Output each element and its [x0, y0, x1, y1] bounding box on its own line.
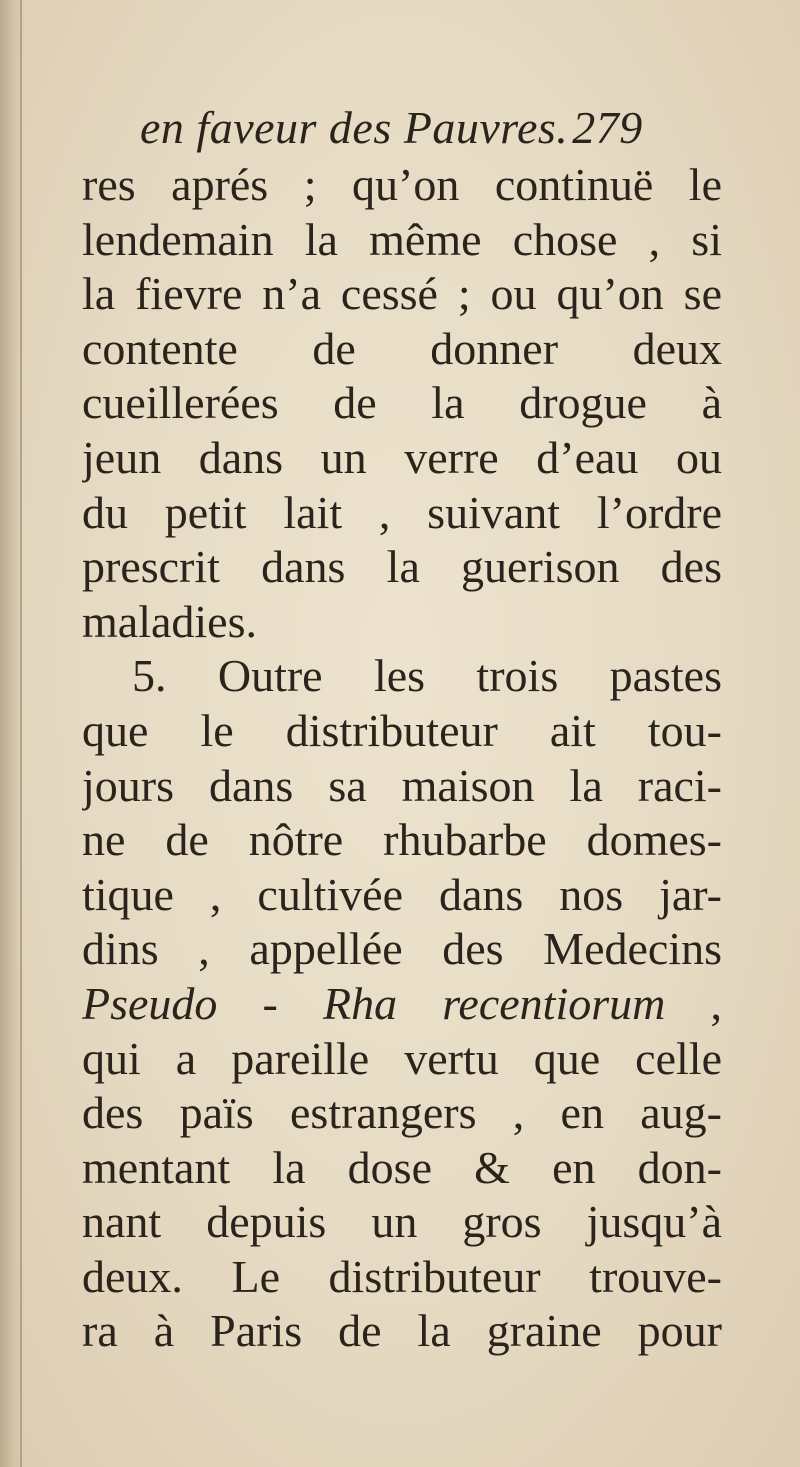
text-line-16-italic — [82, 977, 722, 1032]
text-line-18: des païs estrangers , en aug- — [82, 1087, 722, 1139]
body-text — [82, 158, 722, 1359]
text-line-14: tique , cultivée dans nos jar- — [82, 868, 722, 920]
text-line-8: prescrit dans la guerison des — [82, 541, 722, 593]
italic-term-2: recentiorum — [442, 977, 666, 1029]
text-line-20: nant depuis un gros jusqu’à — [82, 1196, 722, 1248]
text-line-22: ra à Paris de la graine pour — [82, 1305, 722, 1357]
running-head-title: en faveur des Pauvres. — [140, 102, 569, 153]
italic-term-1: Pseudo - Rha — [82, 977, 398, 1029]
text-line-5: cueillerées de la drogue à — [82, 377, 722, 429]
show-through-ink — [90, 1352, 370, 1392]
text-line-19: mentant la dose & en don- — [82, 1141, 722, 1193]
italic-line-comma: , — [710, 977, 722, 1029]
text-line-4: contente de donner deux — [82, 322, 722, 374]
binding-line — [20, 0, 22, 1467]
text-line-11: que le distributeur ait tou- — [82, 704, 722, 756]
text-line-21: deux. Le distributeur trouve- — [82, 1250, 722, 1302]
text-line-15: dins , appellée des Medecins — [82, 923, 722, 975]
text-line-9: maladies. — [82, 595, 257, 647]
running-head — [140, 96, 720, 160]
text-line-13: ne de nôtre rhubarbe domes- — [82, 814, 722, 866]
text-line-7: du petit lait , suivant l’ordre — [82, 486, 722, 538]
text-line-3: la fievre n’a cessé ; ou qu’on se — [82, 268, 722, 320]
page-number: 279 — [572, 102, 643, 153]
text-line-12: jours dans sa maison la raci- — [82, 759, 722, 811]
text-line-17: qui a pareille vertu que celle — [82, 1032, 722, 1084]
text-line-6: jeun dans un verre d’eau ou — [82, 431, 722, 483]
text-line-10: 5. Outre les trois pastes — [132, 650, 722, 702]
text-line-2: lendemain la même chose , si — [82, 213, 722, 265]
text-line-1: res aprés ; qu’on continuë le — [82, 159, 722, 210]
